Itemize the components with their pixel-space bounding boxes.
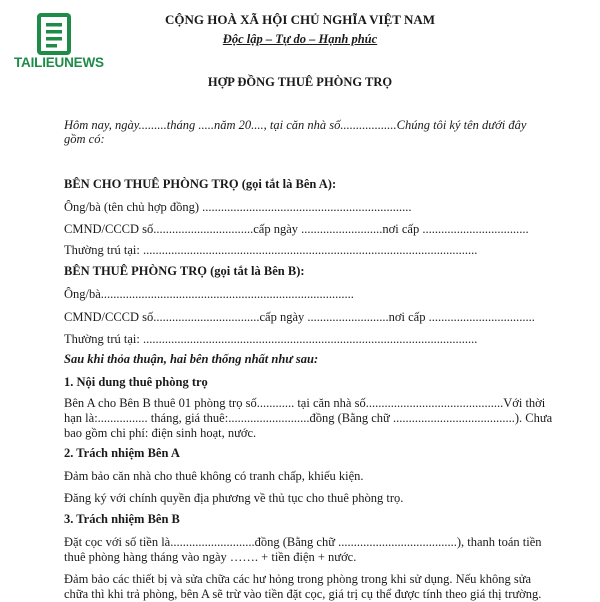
section-2-heading: 2. Trách nhiệm Bên A [64, 446, 180, 460]
section-2-para-2: Đăng ký với chính quyền địa phương về thủ tục cho thuê phòng trọ. [64, 491, 404, 505]
section-2-para-1: Đảm bảo căn nhà cho thuê không có tranh chấp, khiếu kiện. [64, 469, 364, 483]
party-a-residence-field: Thường trú tại: ........................................................................................................... [64, 243, 478, 257]
section-1-line-3: bao gồm chi phí: điện sinh hoạt, nước. [64, 426, 257, 440]
agreement-intro: Sau khi thỏa thuận, hai bên thống nhất như sau: [64, 352, 319, 366]
party-b-id-field: CMND/CCCD số..................................cấp ngày ..........................nơi cấp .................................. [64, 310, 535, 324]
section-3-para-2-line-1: Đảm bảo các thiết bị và sửa chữa các hư hỏng trong phòng trong khi sử dụng. Nếu không sửa [64, 572, 532, 586]
section-3-para-1-line-1: Đặt cọc với số tiền là...........................đồng (Bằng chữ ......................................), thanh toán tiền [64, 535, 542, 549]
section-1-heading: 1. Nội dung thuê phòng trọ [64, 375, 208, 389]
intro-line-1: Hôm nay, ngày.........tháng .....năm 20...., tại căn nhà số..................Chúng tôi ký tên dưới đây [64, 118, 527, 132]
intro-line-2: gồm có: [64, 132, 105, 146]
party-a-id-field: CMND/CCCD số................................cấp ngày ..........................nơi cấp .................................. [64, 222, 529, 236]
section-1-line-1: Bên A cho Bên B thuê 01 phòng trọ số............ tại căn nhà số............................................Với thời [64, 396, 546, 410]
party-b-name-field: Ông/bà................................................................................. [64, 287, 354, 301]
section-3-para-2-line-2: chữa thì khi trả phòng, bên A sẽ trừ vào tiền đặt cọc, giá trị cụ thể được tính theo giá thị trường. [64, 587, 542, 601]
section-1-line-2: hạn là:................ tháng, giá thuê:..........................đồng (Bằng chữ .......................................). Chưa [64, 411, 553, 425]
party-a-heading: BÊN CHO THUÊ PHÒNG TRỌ (gọi tắt là Bên A): [64, 177, 337, 191]
section-3-heading: 3. Trách nhiệm Bên B [64, 512, 180, 526]
nation-heading: CỘNG HOÀ XÃ HỘI CHỦ NGHĨA VIỆT NAM [164, 12, 436, 27]
party-b-heading: BÊN THUÊ PHÒNG TRỌ (gọi tắt là Bên B): [64, 264, 305, 278]
document-title: HỢP ĐỒNG THUÊ PHÒNG TRỌ [207, 75, 393, 89]
party-b-residence-field: Thường trú tại: ........................................................................................................... [64, 332, 478, 346]
party-a-name-field: Ông/bà (tên chủ hợp đồng) ................................................................... [64, 200, 412, 214]
motto: Độc lập – Tự do – Hạnh phúc [222, 32, 378, 46]
section-3-para-1-line-2: thuê phòng hàng tháng vào ngày ……. + tiền điện + nước. [64, 550, 357, 564]
logo-text: TAILIEUNEWS [14, 55, 104, 70]
